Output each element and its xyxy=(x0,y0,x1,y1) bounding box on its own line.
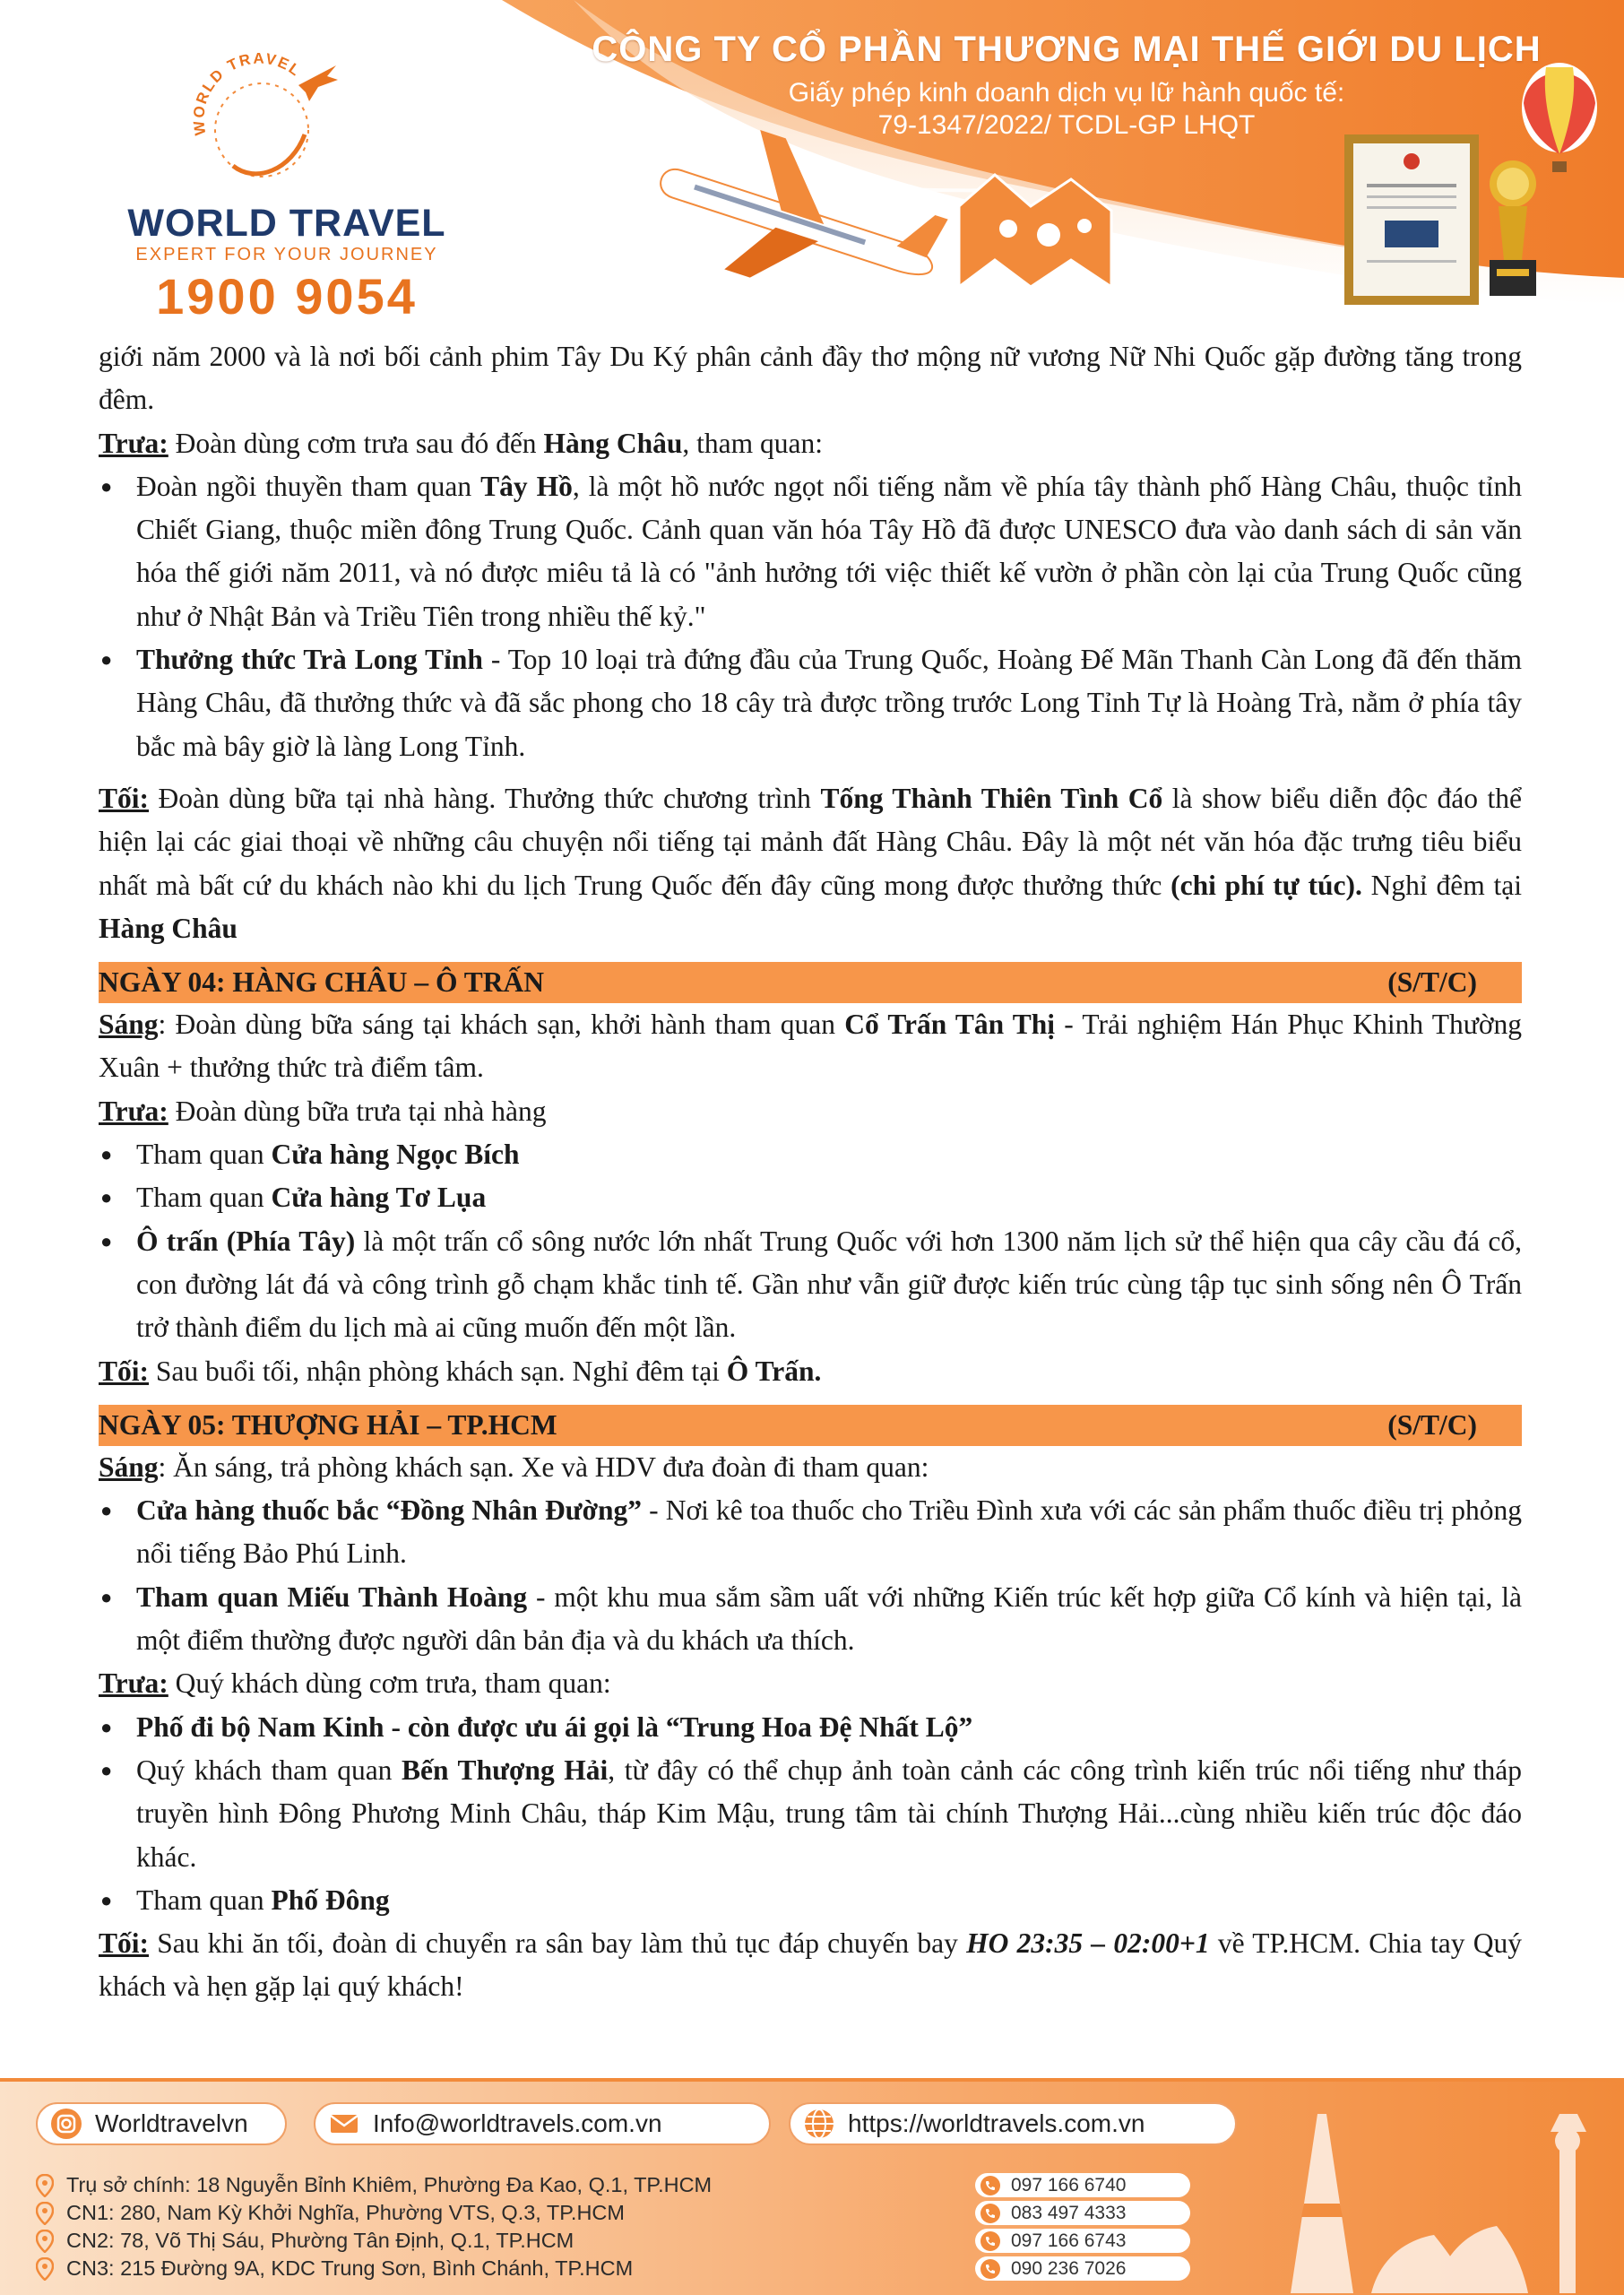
text: về TP.HCM. Chia tay Quý khách và hẹn gặp lại quý khách! xyxy=(99,1927,1522,2003)
cost-note: (chi phí tự túc). xyxy=(1170,869,1362,901)
time-label: Tối: xyxy=(99,1927,150,1960)
place-name: Phố Đông xyxy=(271,1884,390,1916)
text: - một khu mua sắm sầm uất với những Kiến trúc kết hợp giữa Cổ kính và hiện tại, là một điểm thường được người dân bản địa và du khách ưa thích. xyxy=(136,1581,1522,1657)
email-address: Info@worldtravels.com.vn xyxy=(373,2109,662,2137)
time-label: Sáng xyxy=(99,1009,159,1041)
office-address xyxy=(36,2255,968,2282)
time-label: Trưa: xyxy=(99,427,168,459)
place-name: Tây Hồ xyxy=(480,470,573,502)
website-url: https://worldtravels.com.vn xyxy=(848,2109,1145,2137)
day5-header xyxy=(99,1405,1522,1446)
location-pin-icon xyxy=(36,2174,54,2197)
text: Đoàn dùng cơm trưa sau đó đến xyxy=(168,427,544,459)
instagram-icon xyxy=(50,2108,82,2140)
list-item xyxy=(99,1133,1522,1176)
phone-icon xyxy=(980,2204,1000,2223)
place-name: Cửa hàng Tơ Lụa xyxy=(271,1182,487,1214)
address-text: CN2: 78, Võ Thị Sáu, Phường Tân Định, Q.1, TP.HCM xyxy=(66,2229,574,2252)
text: Đoàn dùng bữa tại nhà hàng. Thưởng thức chương trình xyxy=(149,782,821,814)
flight-info: HO 23:35 – 02:00+1 xyxy=(966,1927,1210,1960)
day5-list-noon xyxy=(99,1706,1522,1922)
list-item xyxy=(99,1749,1522,1879)
text: là show biểu diễn độc đáo thể hiện lại các giai thoại về những câu chuyện nổi tiếng tại mảnh đất Hàng Châu. Đây là một nét văn hóa đặc trưng tiêu biểu nhất mà bất cứ du khách nào khi du lịch Trung Quốc đến đây cũng mong được thưởng thức xyxy=(99,782,1522,901)
time-label: Tối: xyxy=(99,1355,150,1387)
day4-evening xyxy=(99,1350,1522,1393)
page-footer xyxy=(0,2078,1624,2295)
logo-ring-text: WORLD TRAVEL xyxy=(190,49,305,137)
hotline-number[interactable]: 1900 9054 xyxy=(156,268,418,325)
website-pill[interactable] xyxy=(789,2102,1237,2145)
place-name: Thưởng thức Trà Long Tỉnh xyxy=(136,644,483,676)
phone-text: 097 166 6740 xyxy=(1011,2174,1127,2195)
address-text: CN3: 215 Đường 9A, KDC Trung Sơn, Bình Chánh, TP.HCM xyxy=(66,2256,634,2280)
office-address xyxy=(36,2199,968,2227)
mail-icon xyxy=(328,2108,360,2140)
page-header xyxy=(0,0,1624,332)
phone-icon xyxy=(980,2176,1000,2195)
office-address xyxy=(36,2171,968,2199)
phone-number[interactable] xyxy=(975,2173,1190,2197)
day-title: NGÀY 04: HÀNG CHÂU – Ô TRẤN xyxy=(99,966,545,999)
list-item xyxy=(99,1706,1522,1749)
place-name: Phố đi bộ Nam Kinh - còn được ưu ái gọi là “Trung Hoa Đệ Nhất Lộ” xyxy=(136,1710,973,1743)
brand-tagline: EXPERT FOR YOUR JOURNEY xyxy=(135,245,438,264)
itinerary-content xyxy=(99,335,1522,2009)
world-travel-logo xyxy=(184,49,341,206)
text: Sau buổi tối, nhận phòng khách sạn. Nghỉ đêm tại xyxy=(149,1355,727,1387)
address-text: Trụ sở chính: 18 Nguyễn Bỉnh Khiêm, Phường Đa Kao, Q.1, TP.HCM xyxy=(66,2173,713,2196)
text: Đoàn dùng bữa trưa tại nhà hàng xyxy=(168,1095,547,1127)
license-line: Giấy phép kinh doanh dịch vụ lữ hành quốc tế: xyxy=(788,78,1345,108)
time-label: Trưa: xyxy=(99,1667,168,1700)
list-item xyxy=(99,465,1522,638)
day4-header xyxy=(99,962,1522,1003)
brand-name: WORLD TRAVEL xyxy=(127,202,446,245)
place-name: Hàng Châu xyxy=(99,912,238,944)
day4-noon xyxy=(99,1090,1522,1133)
phone-text: 097 166 6743 xyxy=(1011,2230,1127,2251)
place-name: Cửa hàng thuốc bắc “Đồng Nhân Đường” xyxy=(136,1494,643,1527)
day5-morning xyxy=(99,1446,1522,1489)
text: Đoàn ngồi thuyền tham quan xyxy=(136,470,481,502)
show-name: Tống Thành Thiên Tình Cổ xyxy=(820,782,1163,814)
text: Tham quan xyxy=(136,1884,272,1916)
text: là một trấn cổ sông nước lớn nhất Trung Quốc với hơn 1300 năm lịch sử thể hiện qua cây cầu đá cổ, con đường lát đá và công trình gỗ chạm khắc tinh tế. Gần như vẫn giữ được kiến trúc cùng tập tục sinh sống nên Ô Trấn trở thành điểm du lịch mà ai cũng muốn đến một lần. xyxy=(136,1225,1522,1344)
meal-plan: (S/T/C) xyxy=(1387,1408,1477,1441)
day5-list-morning xyxy=(99,1489,1522,1662)
company-block xyxy=(538,27,1595,142)
text: Tham quan xyxy=(136,1139,272,1171)
time-label: Sáng xyxy=(99,1451,159,1483)
place-name: Bến Thượng Hải xyxy=(402,1754,609,1786)
text: Quý khách tham quan xyxy=(136,1754,402,1786)
address-text: CN1: 280, Nam Kỳ Khởi Nghĩa, Phường VTS, Q.3, TP.HCM xyxy=(66,2201,625,2224)
text: - Trải nghiệm Hán Phục Khinh Thường Xuân + thưởng thức trà điểm tâm. xyxy=(99,1009,1522,1084)
phone-number[interactable] xyxy=(975,2201,1190,2225)
location-pin-icon xyxy=(36,2257,54,2281)
text: Sau khi ăn tối, đoàn di chuyển ra sân bay làm thủ tục đáp chuyến bay xyxy=(149,1927,967,1960)
day4-morning xyxy=(99,1003,1522,1090)
location-pin-icon xyxy=(36,2230,54,2253)
globe-icon xyxy=(803,2108,835,2140)
list-item xyxy=(99,1220,1522,1350)
logo-plane-icon xyxy=(298,65,338,101)
meal-plan: (S/T/C) xyxy=(1387,966,1477,999)
certificate-frame xyxy=(1344,134,1479,305)
phone-icon xyxy=(980,2231,1000,2251)
time-label: Trưa: xyxy=(99,1095,168,1127)
text: : Đoàn dùng bữa sáng tại khách sạn, khởi hành tham quan xyxy=(158,1009,845,1041)
day4-list xyxy=(99,1133,1522,1349)
place-name: Cổ Trấn Tân Thị xyxy=(844,1009,1056,1041)
day5-noon xyxy=(99,1662,1522,1705)
text: , là một hồ nước ngọt nổi tiếng nằm về phía tây thành phố Hàng Châu, thuộc tỉnh Chiết Giang, thuộc miền đông Trung Quốc. Cảnh quan văn hóa Tây Hồ đã được UNESCO đưa vào danh sách di sản văn hóa thế giới năm 2011, và nó được miêu tả là có "ảnh hưởng tới việc thiết kế vườn ở phần còn lại của Trung Quốc cũng như ở Nhật Bản và Triều Tiên trong nhiều thế kỷ." xyxy=(136,470,1523,632)
brand-block xyxy=(112,203,462,325)
svg-text:WORLD TRAVEL xyxy=(190,50,305,137)
day3-list xyxy=(99,465,1522,768)
phone-number[interactable] xyxy=(975,2229,1190,2253)
list-item xyxy=(99,1576,1522,1663)
location-pin-icon xyxy=(36,2202,54,2225)
list-item xyxy=(99,1489,1522,1576)
company-name: CÔNG TY CỔ PHẦN THƯƠNG MẠI THẾ GIỚI DU LỊCH xyxy=(592,30,1542,69)
place-name: Ô Trấn. xyxy=(726,1355,822,1387)
social-pill[interactable] xyxy=(36,2102,287,2145)
list-item xyxy=(99,1176,1522,1219)
text: , tham quan: xyxy=(682,427,823,459)
social-handle: Worldtravelvn xyxy=(95,2109,248,2137)
text: , từ đây có thể chụp ảnh toàn cảnh các công trình kiến trúc nổi tiếng như tháp truyền hình Đông Phương Minh Châu, tháp Kim Mậu, trung tâm tài chính Thượng Hải...cùng nhiều kiến trúc độc đáo khác. xyxy=(136,1754,1522,1873)
intro-paragraph: giới năm 2000 và là nơi bối cảnh phim Tây Du Ký phân cảnh đầy thơ mộng nữ vương Nữ Nhi Quốc gặp đường tăng trong đêm. xyxy=(99,341,1522,416)
day-title: NGÀY 05: THƯỢNG HẢI – TP.HCM xyxy=(99,1408,557,1441)
text: : Ăn sáng, trả phòng khách sạn. Xe và HDV đưa đoàn đi tham quan: xyxy=(158,1451,929,1483)
text: Tham quan xyxy=(136,1182,272,1214)
text: Nghỉ đêm tại xyxy=(1361,869,1523,901)
email-pill[interactable] xyxy=(314,2102,771,2145)
phone-text: 090 236 7026 xyxy=(1011,2257,1127,2279)
text: - Nơi kê toa thuốc cho Triều Đình xưa với các sản phẩm thuốc điều trị phỏng nổi tiếng Bảo Phú Linh. xyxy=(136,1494,1522,1570)
phone-text: 083 497 4333 xyxy=(1011,2202,1127,2223)
phone-number[interactable] xyxy=(975,2256,1190,2281)
time-label: Tối: xyxy=(99,782,150,814)
place-name: Ô trấn (Phía Tây) xyxy=(136,1225,356,1257)
day3-noon xyxy=(99,422,1522,465)
list-item xyxy=(99,638,1522,768)
place-name: Cửa hàng Ngọc Bích xyxy=(271,1139,520,1171)
place-name: Hàng Châu xyxy=(543,427,683,459)
text: Quý khách dùng cơm trưa, tham quan: xyxy=(168,1667,611,1700)
day3-evening xyxy=(99,777,1522,950)
list-item xyxy=(99,1879,1522,1922)
day5-evening xyxy=(99,1922,1522,2009)
license-code: 79-1347/2022/ TCDL-GP LHQT xyxy=(877,110,1256,140)
phone-icon xyxy=(980,2259,1000,2279)
place-name: Tham quan Miếu Thành Hoàng xyxy=(136,1581,528,1613)
text: - Top 10 loại trà đứng đầu của Trung Quốc, Hoàng Đế Mãn Thanh Càn Long đã đến thăm Hàng Châu, đã thưởng thức và đã sắc phong cho 18 cây trà được trồng trước Long Tỉnh Tự là Hoàng Trà, nằm ở phía tây bắc mà bây giờ là làng Long Tỉnh. xyxy=(136,644,1522,762)
office-address xyxy=(36,2227,968,2255)
